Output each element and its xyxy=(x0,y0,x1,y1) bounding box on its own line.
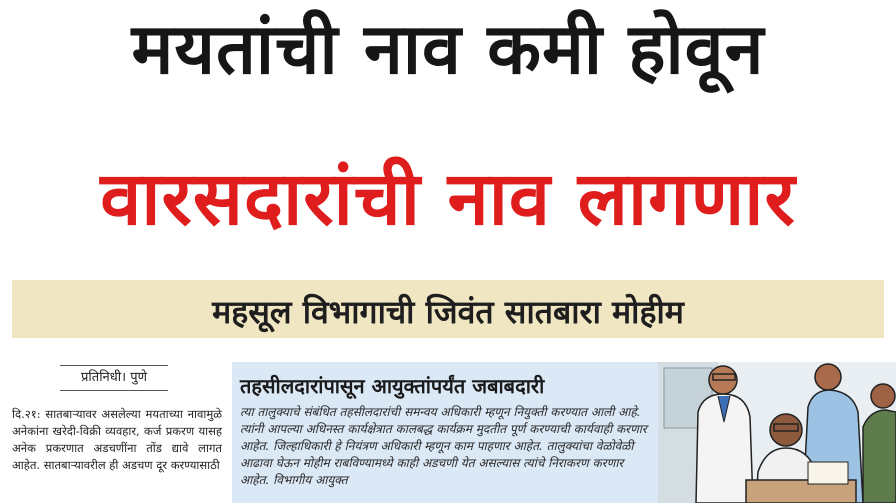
subheadline-strip xyxy=(12,280,884,338)
headline-line-1: मयतांची नाव कमी होवून xyxy=(131,8,765,90)
article-paragraph: दि.२१: सातबाऱ्यावर असलेल्या मयताच्या नावामुळे अनेकांना खरेदी-विक्री व्यवहार, कर्ज प्रकरण यासह अनेक प्रकरणात अडचणींना तोंड द्यावे लागत आहेत. सातबाऱ्यावरील ही अडचण दूर करण्यासाठी xyxy=(12,407,222,472)
headline-line-2: वारसदारांची नाव लागणार xyxy=(100,156,796,242)
officials-at-desk-illustration xyxy=(658,362,896,503)
byline: प्रतिनिधी। पुणे xyxy=(60,365,168,391)
article-column xyxy=(12,406,222,474)
illustration-svg xyxy=(658,362,896,503)
sidebar-box xyxy=(232,362,658,503)
subheadline: महसूल विभागाची जिवंत सातबारा मोहीम xyxy=(212,293,684,331)
sidebar-text: त्या तालुक्याचे संबंधित तहसीलदारांची समन्वय अधिकारी म्हणून नियुक्ती करण्यात आली आहे. त्यांनी आपल्या अधिनस्त कार्यक्षेत्रात कालबद्ध कार्यक्रम मुदतीत पूर्ण करण्याची कार्यवाही करणार आहेत. जिल्हाधिकारी हे नियंत्रण अधिकारी म्हणून काम पाहणार आहेत. तालुक्यांचा वेळोवेळी आढावा घेऊन मोहीम राबविण्यामध्ये काही अडचणी येत असल्यास त्यांचे निराकरण करणार आहेत. विभागीय आयुक्त xyxy=(240,405,647,487)
sidebar-title: तहसीलदारांपासून आयुक्तांपर्यंत जबाबदारी xyxy=(240,374,545,398)
